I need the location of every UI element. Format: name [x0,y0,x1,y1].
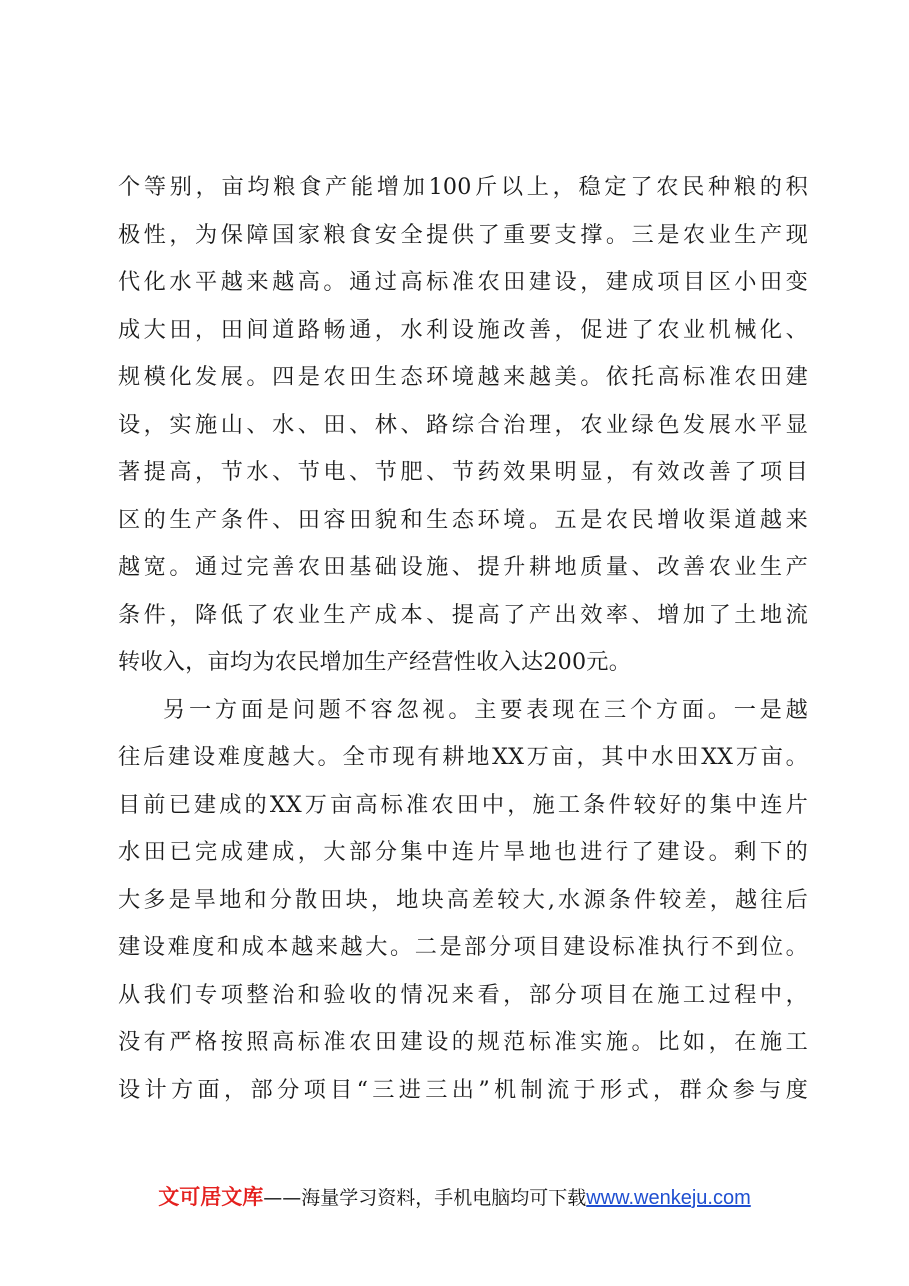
text-line: 极性，为保障国家粮食安全提供了重要支撑。三是农业生产现 [118,221,808,248]
text-line: 设计方面，部分项目“三进三出”机制流于形式，群众参与度 [118,1076,808,1103]
text-line: 从我们专项整治和验收的情况来看，部分项目在施工过程中， [118,981,808,1008]
text-line: 越宽。通过完善农田基础设施、提升耕地质量、改善农业生产 [118,554,808,580]
text-line: 往后建设难度越大。全市现有耕地XX万亩，其中水田XX万亩。 [118,744,808,770]
text-line: 大多是旱地和分散田块，地块高差较大,水源条件较差，越往后 [118,886,808,913]
text-line: 区的生产条件、田容田貌和生态环境。五是农民增收渠道越来 [118,506,808,533]
text-line: 著提高，节水、节电、节肥、节药效果明显，有效改善了项目 [118,459,808,485]
text-line: 个等别，亩均粮食产能增加100斤以上，稳定了农民种粮的积 [118,174,808,200]
text-line: 目前已建成的XX万亩高标准农田中，施工条件较好的集中连片 [118,791,808,818]
paragraph-first-line: 另一方面是问题不容忽视。主要表现在三个方面。一是越 [163,696,808,723]
text-line: 成大田，田间道路畅通，水利设施改善，促进了农业机械化、 [118,316,808,343]
text-line: 条件，降低了农业生产成本、提高了产出效率、增加了土地流 [118,601,808,628]
text-line: 建设难度和成本越来越大。二是部分项目建设标准执行不到位。 [118,934,808,960]
footer-brand: 文可居文库 [158,1185,264,1209]
footer-site-link[interactable]: www.wenkeju.com [586,1187,751,1209]
footer-banner [0,1181,909,1211]
body-text [118,164,808,1114]
text-line: 规模化发展。四是农田生态环境越来越美。依托高标准农田建 [118,364,808,390]
text-line: 转收入，亩均为农民增加生产经营性收入达200元。 [118,649,632,675]
text-line: 水田已完成建成，大部分集中连片旱地也进行了建设。剩下的 [118,839,808,865]
text-line: 代化水平越来越高。通过高标准农田建设，建成项目区小田变 [118,269,808,295]
text-line: 设，实施山、水、田、林、路综合治理，农业绿色发展水平显 [118,411,808,438]
text-line: 没有严格按照高标准农田建设的规范标准实施。比如，在施工 [118,1029,808,1055]
footer-slogan: ——海量学习资料，手机电脑均可下载 [263,1187,587,1209]
